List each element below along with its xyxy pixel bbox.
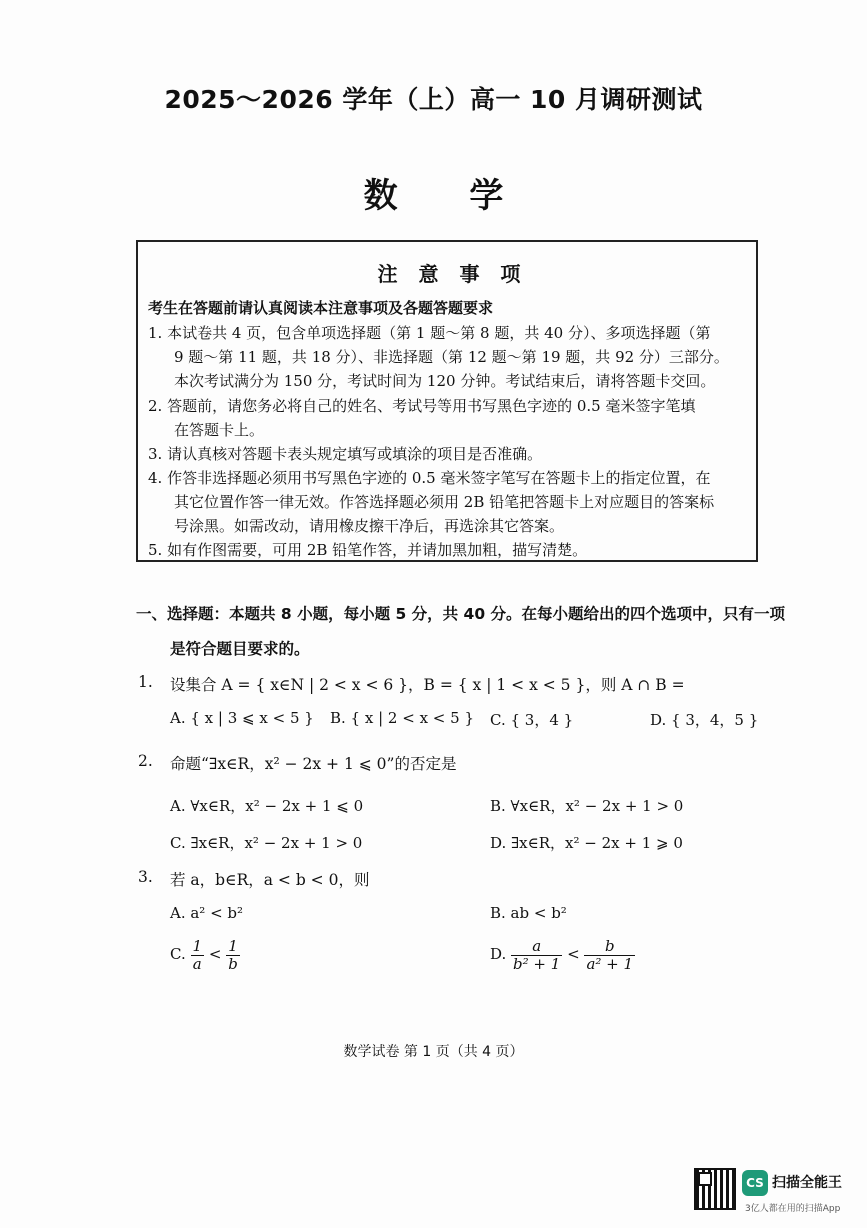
option-b: B. ab < b² (490, 904, 567, 922)
section-heading: 一、选择题：本题共 8 小题，每小题 5 分，共 40 分。在每小题给出的四个选项中，只有一项 (136, 605, 786, 623)
numerator: 1 (192, 937, 203, 955)
option-a: A. { x | 3 ⩽ x < 5 } (170, 709, 314, 727)
page-footer: 数学试卷 第 1 页（共 4 页） (343, 1044, 524, 1060)
numerator: a (511, 938, 562, 956)
notice-lead: 考生在答题前请认真阅读本注意事项及各题答题要求 (148, 299, 494, 317)
question-stem: 若 a，b∈R，a < b < 0，则 (170, 871, 370, 889)
notice-line: 号涂黑。如需改动，请用橡皮擦干净后，再选涂其它答案。 (174, 517, 565, 535)
notice-line: 4. 作答非选择题必须用书写黑色字迹的 0.5 毫米签字笔写在答题卡上的指定位置，在 (148, 469, 711, 487)
option-a: A. ∀x∈R，x² − 2x + 1 ⩽ 0 (170, 797, 364, 815)
option-c: C. ∃x∈R，x² − 2x + 1 > 0 (170, 834, 363, 852)
notice-line: 5. 如有作图需要，可用 2B 铅笔作答，并请加黑加粗，描写清楚。 (148, 541, 588, 559)
option-d: D. ∃x∈R，x² − 2x + 1 ⩾ 0 (490, 834, 683, 852)
notice-line: 2. 答题前，请您务必将自己的姓名、考试号等用书写黑色字迹的 0.5 毫米签字笔填 (148, 397, 696, 415)
scanner-app-name: 扫描全能王 (772, 1175, 842, 1191)
numerator: 1 (226, 938, 240, 956)
fraction (191, 938, 205, 972)
option-d: D. { 3，4，5 } (650, 711, 759, 729)
option-b: B. ∀x∈R，x² − 2x + 1 > 0 (490, 797, 684, 815)
notice-line: 1. 本试卷共 4 页，包含单项选择题（第 1 题～第 8 题，共 40 分）、多项选择题（第 (148, 324, 711, 342)
fraction (584, 938, 635, 972)
notice-line: 本次考试满分为 150 分，考试时间为 120 分钟。考试结束后，请将答题卡交回。 (174, 372, 716, 390)
option-c (170, 938, 240, 972)
question-number: 2. (138, 752, 153, 770)
option-label: D. (490, 945, 507, 963)
option-b: B. { x | 2 < x < 5 } (330, 709, 474, 727)
denominator: a (192, 954, 202, 973)
question-number: 1. (138, 673, 153, 691)
option-label: C. (170, 945, 186, 963)
notice-line: 9 题～第 11 题，共 18 分）、非选择题（第 12 题～第 19 题，共 92 分）三部分。 (174, 348, 729, 366)
notice-heading: 注 意 事 项 (377, 262, 521, 286)
operator: < (567, 945, 580, 963)
question-number: 3. (138, 868, 153, 886)
option-a: A. a² < b² (170, 904, 244, 922)
section-heading-cont: 是符合题目要求的。 (170, 640, 310, 658)
denominator: b (228, 954, 238, 973)
denominator: b² + 1 (513, 954, 561, 973)
exam-title: 2025～2026 学年（上）高一 10 月调研测试 (164, 85, 703, 114)
subject-title: 数 学 (363, 176, 504, 216)
question-stem: 命题“∃x∈R，x² − 2x + 1 ⩽ 0”的否定是 (170, 755, 457, 773)
qr-code-icon (694, 1168, 736, 1210)
fraction (226, 938, 240, 972)
camscanner-logo-icon: CS (742, 1170, 768, 1196)
scanner-tagline: 3亿人都在用的扫描App (745, 1204, 841, 1214)
option-d (490, 938, 635, 972)
notice-line: 其它位置作答一律无效。作答选择题必须用 2B 铅笔把答题卡上对应题目的答案标 (174, 493, 715, 511)
denominator: a² + 1 (586, 954, 634, 973)
notice-line: 3. 请认真核对答题卡表头规定填写或填涂的项目是否准确。 (148, 445, 543, 463)
option-c: C. { 3，4 } (490, 711, 574, 729)
notice-box (136, 240, 758, 562)
numerator: b (584, 938, 635, 956)
notice-line: 在答题卡上。 (174, 421, 265, 439)
question-stem: 设集合 A = { x∈N | 2 < x < 6 }，B = { x | 1 < x < 5 }，则 A ∩ B = (170, 676, 685, 694)
fraction (511, 938, 562, 972)
operator: < (208, 945, 222, 963)
